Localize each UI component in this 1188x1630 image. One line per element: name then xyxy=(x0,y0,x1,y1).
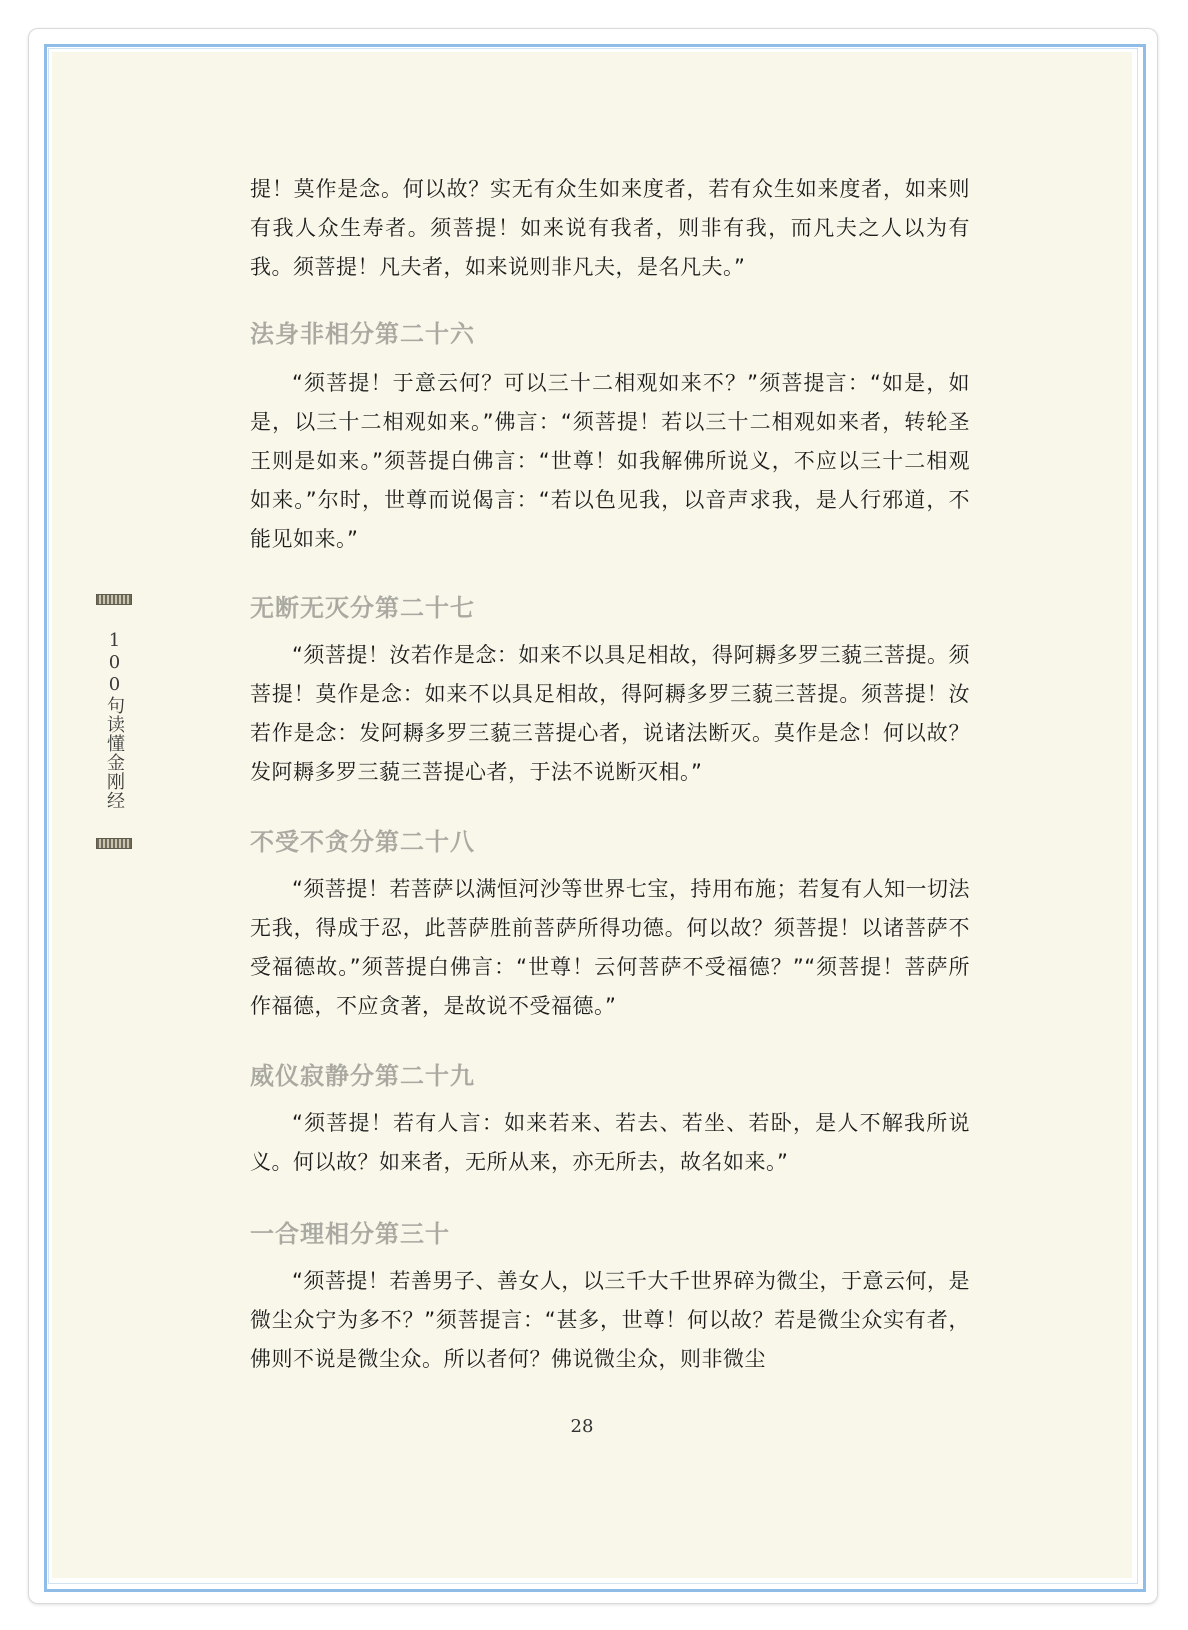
ornament-top-icon xyxy=(96,594,132,605)
section-28-paragraph: “须菩提！若菩萨以满恒河沙等世界七宝，持用布施；若复有人知一切法无我，得成于忍，此菩萨胜前菩萨所得功德。何以故？须菩提！以诸菩萨不受福德故。”须菩提白佛言：“世尊！云何菩萨不受福德？”“须菩提！菩萨所作福德，不应贪著，是故说不受福德。” xyxy=(250,877,970,1018)
section-28-heading: 不受不贪分第二十八 xyxy=(250,828,475,856)
intro-paragraph: 提！莫作是念。何以故？实无有众生如来度者，若有众生如来度者，如来则有我人众生寿者。须菩提！如来说有我者，则非有我，而凡夫之人以为有我。须菩提！凡夫者，如来说则非凡夫，是名凡夫。” xyxy=(250,177,970,279)
section-30-paragraph: “须菩提！若善男子、善女人，以三千大千世界碎为微尘，于意云何，是微尘众宁为多不？”须菩提言：“甚多，世尊！何以故？若是微尘众实有者，佛则不说是微尘众。所以者何？佛说微尘众，则非微尘 xyxy=(250,1269,970,1371)
sidebar-book-title xyxy=(92,594,136,854)
page-number: 28 xyxy=(570,1416,594,1437)
book-page xyxy=(52,52,1132,1578)
section-26-heading: 法身非相分第二十六 xyxy=(250,320,475,348)
section-27-heading: 无断无灭分第二十七 xyxy=(250,594,475,622)
sidebar-title-text: 100句读懂金刚经 xyxy=(104,630,125,810)
section-29-paragraph: “须菩提！若有人言：如来若来、若去、若坐、若卧，是人不解我所说义。何以故？如来者，无所从来，亦无所去，故名如来。” xyxy=(250,1111,970,1174)
section-30-heading: 一合理相分第三十 xyxy=(250,1220,450,1248)
section-27-paragraph: “须菩提！汝若作是念：如来不以具足相故，得阿耨多罗三藐三菩提。须菩提！莫作是念：如来不以具足相故，得阿耨多罗三藐三菩提。须菩提！汝若作是念：发阿耨多罗三藐三菩提心者，说诸法断灭。莫作是念！何以故？发阿耨多罗三藐三菩提心者，于法不说断灭相。” xyxy=(250,643,970,784)
section-29-heading: 威仪寂静分第二十九 xyxy=(250,1062,475,1090)
section-26-paragraph: “须菩提！于意云何？可以三十二相观如来不？”须菩提言：“如是，如是，以三十二相观如来。”佛言：“须菩提！若以三十二相观如来者，转轮圣王则是如来。”须菩提白佛言：“世尊！如我解佛所说义，不应以三十二相观如来。”尔时，世尊而说偈言：“若以色见我，以音声求我，是人行邪道，不能见如来。” xyxy=(250,371,970,551)
ornament-bottom-icon xyxy=(96,838,132,849)
